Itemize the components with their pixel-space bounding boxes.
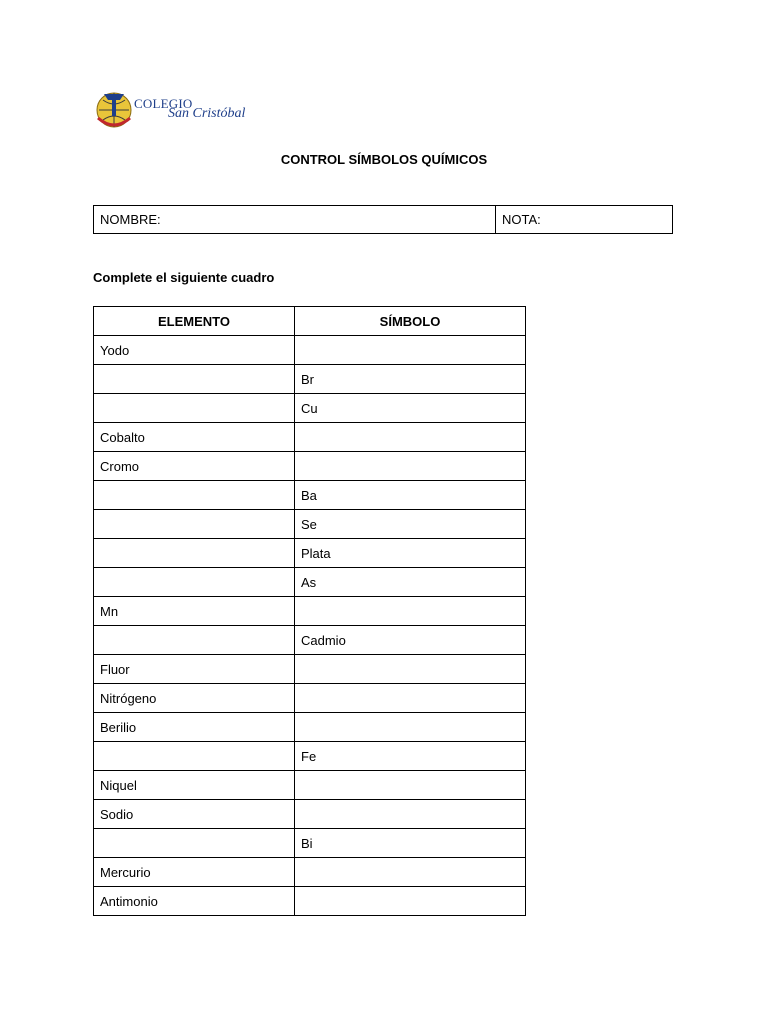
elements-table bbox=[93, 306, 526, 916]
symbol-cell[interactable]: As bbox=[295, 568, 526, 597]
table-row bbox=[94, 626, 526, 655]
element-cell[interactable]: Antimonio bbox=[94, 887, 295, 916]
element-cell[interactable] bbox=[94, 568, 295, 597]
table-row bbox=[94, 423, 526, 452]
logo-text-colegio: COLEGIO bbox=[134, 96, 193, 111]
symbol-cell[interactable]: Cu bbox=[295, 394, 526, 423]
symbol-cell[interactable] bbox=[295, 887, 526, 916]
name-label: NOMBRE: bbox=[100, 212, 161, 227]
element-cell[interactable]: Berilio bbox=[94, 713, 295, 742]
grade-field[interactable] bbox=[496, 206, 673, 234]
table-row bbox=[94, 858, 526, 887]
header-symbol: SÍMBOLO bbox=[295, 307, 526, 336]
symbol-cell[interactable] bbox=[295, 771, 526, 800]
symbol-cell[interactable] bbox=[295, 858, 526, 887]
element-cell[interactable] bbox=[94, 365, 295, 394]
element-cell[interactable]: Fluor bbox=[94, 655, 295, 684]
name-field[interactable] bbox=[94, 206, 496, 234]
element-cell[interactable]: Cromo bbox=[94, 452, 295, 481]
logo-text-san-cristobal: San Cristóbal bbox=[168, 106, 246, 121]
element-cell[interactable] bbox=[94, 626, 295, 655]
symbol-cell[interactable] bbox=[295, 423, 526, 452]
grade-label: NOTA: bbox=[502, 212, 541, 227]
table-row bbox=[94, 568, 526, 597]
table-row bbox=[94, 452, 526, 481]
school-logo bbox=[94, 86, 250, 132]
symbol-cell[interactable] bbox=[295, 655, 526, 684]
globe-emblem-icon bbox=[94, 88, 134, 130]
symbol-cell[interactable] bbox=[295, 452, 526, 481]
symbol-cell[interactable] bbox=[295, 597, 526, 626]
element-cell[interactable] bbox=[94, 539, 295, 568]
table-row bbox=[94, 829, 526, 858]
symbol-cell[interactable] bbox=[295, 336, 526, 365]
element-cell[interactable] bbox=[94, 742, 295, 771]
table-row bbox=[94, 655, 526, 684]
element-cell[interactable]: Mn bbox=[94, 597, 295, 626]
instruction-text: Complete el siguiente cuadro bbox=[93, 270, 275, 285]
table-row bbox=[94, 394, 526, 423]
symbol-cell[interactable]: Se bbox=[295, 510, 526, 539]
table-row bbox=[94, 365, 526, 394]
symbol-cell[interactable]: Fe bbox=[295, 742, 526, 771]
symbol-cell[interactable]: Bi bbox=[295, 829, 526, 858]
table-row bbox=[94, 713, 526, 742]
symbol-cell[interactable]: Ba bbox=[295, 481, 526, 510]
element-cell[interactable]: Yodo bbox=[94, 336, 295, 365]
symbol-cell[interactable] bbox=[295, 713, 526, 742]
table-row bbox=[94, 539, 526, 568]
symbol-cell[interactable] bbox=[295, 800, 526, 829]
table-row bbox=[94, 684, 526, 713]
table-row bbox=[94, 336, 526, 365]
table-row bbox=[94, 481, 526, 510]
table-row bbox=[94, 597, 526, 626]
symbol-cell[interactable]: Cadmio bbox=[295, 626, 526, 655]
element-cell[interactable]: Niquel bbox=[94, 771, 295, 800]
table-header-row bbox=[94, 307, 526, 336]
student-info-box bbox=[93, 205, 673, 234]
table-row bbox=[94, 887, 526, 916]
element-cell[interactable]: Mercurio bbox=[94, 858, 295, 887]
element-cell[interactable] bbox=[94, 481, 295, 510]
header-element: ELEMENTO bbox=[94, 307, 295, 336]
element-cell[interactable]: Nitrógeno bbox=[94, 684, 295, 713]
table-row bbox=[94, 800, 526, 829]
table-row bbox=[94, 510, 526, 539]
element-cell[interactable]: Sodio bbox=[94, 800, 295, 829]
table-row bbox=[94, 742, 526, 771]
element-cell[interactable]: Cobalto bbox=[94, 423, 295, 452]
symbol-cell[interactable]: Plata bbox=[295, 539, 526, 568]
page-title: CONTROL SÍMBOLOS QUÍMICOS bbox=[280, 152, 488, 167]
element-cell[interactable] bbox=[94, 510, 295, 539]
element-cell[interactable] bbox=[94, 394, 295, 423]
table-row bbox=[94, 771, 526, 800]
symbol-cell[interactable] bbox=[295, 684, 526, 713]
symbol-cell[interactable]: Br bbox=[295, 365, 526, 394]
element-cell[interactable] bbox=[94, 829, 295, 858]
